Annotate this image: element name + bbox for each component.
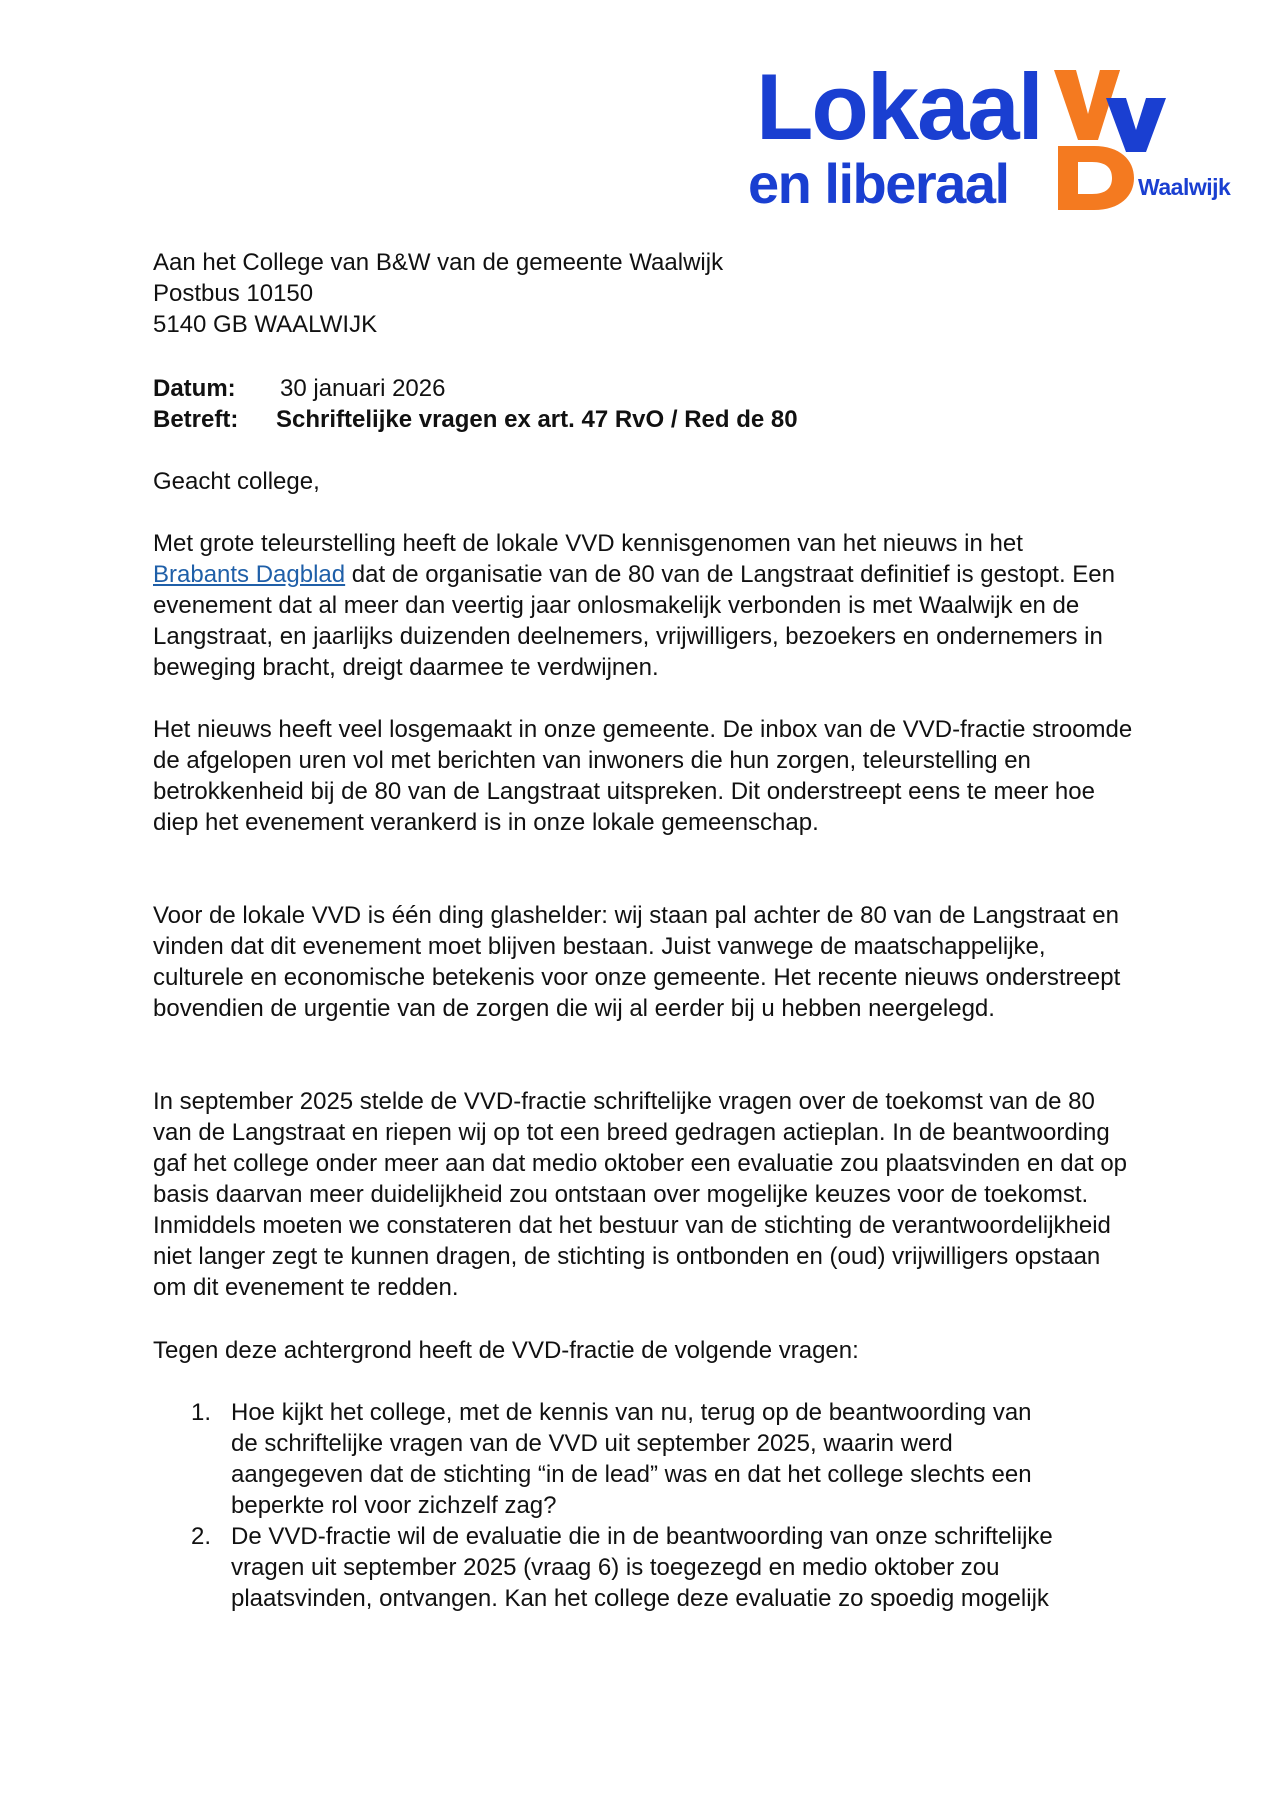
- subject-value: Schriftelijke vragen ex art. 47 RvO / Red de 80: [276, 406, 798, 433]
- question-item: [153, 1521, 1138, 1614]
- address-line-1: Aan het College van B&W van de gemeente Waalwijk: [153, 249, 724, 276]
- paragraph-4: In september 2025 stelde de VVD-fractie schriftelijke vragen over de toekomst van de 80 van de Langstraat en riepen wij op tot een breed gedragen actieplan. In de beantwoording gaf het college onder meer aan dat medio oktober een evaluatie zou plaatsvinden en dat op basis daarvan meer duidelijkheid zou ontstaan over mogelijke keuzes voor de toekomst. Inmiddels moeten we constateren dat het bestuur van de stichting de verantwoordelijkheid niet langer zegt te kunnen dragen, de stichting is ontbonden en (oud) vrijwilligers opstaan om dit evenement te redden.: [153, 1088, 1128, 1301]
- paragraph-1-body: dat de organisatie van de 80 van de Langstraat definitief is gestopt. Een evenement dat al meer dan veertig jaar onlosmakelijk verbonden is met Waalwijk en de Langstraat, en jaarlijks duizenden deelnemers, vrijwilligers, bezoekers en ondernemers in beweging bracht, dreigt daarmee te verdwijnen.: [153, 561, 1116, 681]
- question-item: [153, 1397, 1138, 1521]
- question-line: De VVD-fractie wil de evaluatie die in de beantwoording van onze schriftelijke: [231, 1523, 1053, 1550]
- logo-text-en-liberaal: en liberaal: [748, 152, 1009, 215]
- date-label: Datum:: [153, 375, 236, 402]
- question-number: 1.: [191, 1399, 212, 1426]
- subject-label: Betreft:: [153, 406, 239, 433]
- question-line: plaatsvinden, ontvangen. Kan het college deze evaluatie zo spoedig mogelijk: [231, 1585, 1049, 1612]
- question-line: Hoe kijkt het college, met de kennis van nu, terug op de beantwoording van: [231, 1399, 1032, 1426]
- address-line-2: Postbus 10150: [153, 280, 314, 307]
- paragraph-5: Tegen deze achtergrond heeft de VVD-fractie de volgende vragen:: [153, 1337, 859, 1364]
- salutation: Geacht college,: [153, 468, 320, 495]
- question-number: 2.: [191, 1523, 212, 1550]
- question-line: vragen uit september 2025 (vraag 6) is toegezegd en medio oktober zou: [231, 1554, 1000, 1581]
- date-value: 30 januari 2026: [280, 375, 446, 402]
- recipient-address: [153, 247, 1138, 340]
- question-line: de schriftelijke vragen van de VVD uit september 2025, waarin werd: [231, 1430, 953, 1457]
- paragraph-3: Voor de lokale VVD is één ding glashelder: wij staan pal achter de 80 van de Langstraat en vinden dat dit evenement moet blijven bestaan. Juist vanwege de maatschappelijke, culturele en economische betekenis voor onze gemeente. Het recente nieuws onderstreept bovendien de urgentie van de zorgen die wij al eerder bij u hebben neergelegd.: [153, 902, 1121, 1022]
- party-logo: [748, 54, 1248, 216]
- paragraph-1-intro: Met grote teleurstelling heeft de lokale VVD kennisgenomen van het nieuws in het: [153, 530, 1023, 557]
- address-line-3: 5140 GB WAALWIJK: [153, 311, 378, 338]
- logo-city-waalwijk: Waalwijk: [1138, 174, 1231, 200]
- brabants-dagblad-link[interactable]: Brabants Dagblad: [153, 561, 346, 588]
- question-line: beperkte rol voor zichzelf zag?: [231, 1492, 557, 1519]
- logo-text-lokaal: Lokaal: [756, 54, 1042, 159]
- questions-list: [153, 1397, 1138, 1614]
- paragraph-2: Het nieuws heeft veel losgemaakt in onze gemeente. De inbox van de VVD-fractie stroomde de afgelopen uren vol met berichten van inwoners die hun zorgen, teleurstelling en betrokkenheid bij de 80 van de Langstraat uitspreken. Dit onderstreept eens te meer hoe diep het evenement verankerd is in onze lokale gemeenschap.: [153, 716, 1133, 836]
- paragraph-1: [153, 528, 1138, 683]
- question-line: aangegeven dat de stichting “in de lead” was en dat het college slechts een: [231, 1461, 1032, 1488]
